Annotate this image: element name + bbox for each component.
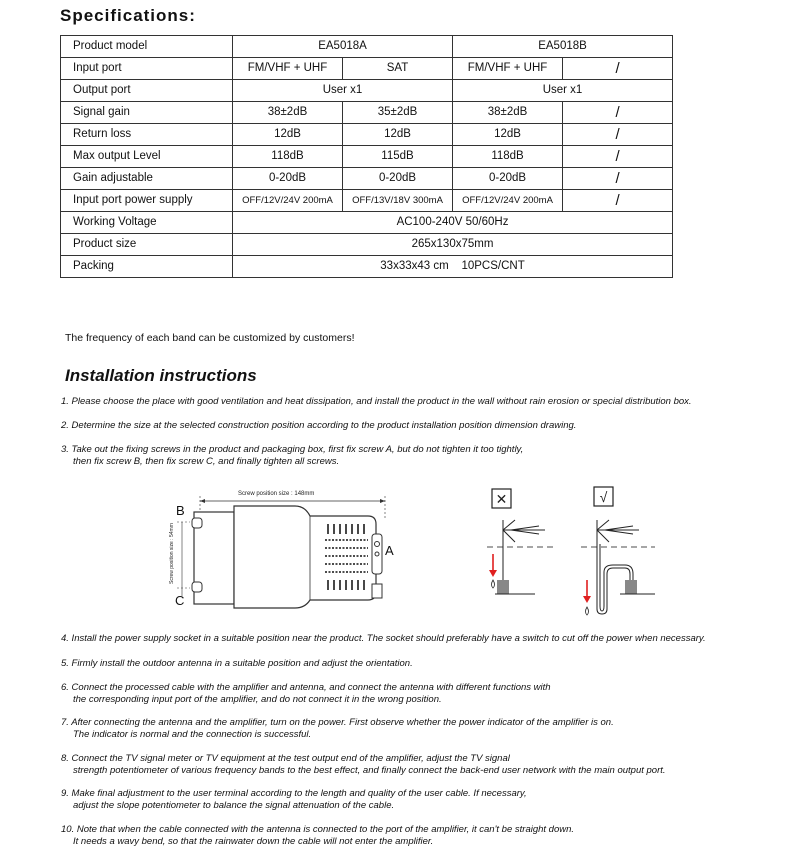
row-label: Product model — [61, 36, 233, 58]
table-row — [61, 234, 673, 256]
step-4: 4. Install the power supply socket in a suitable position near the product. The socket should preferably have a switch to cut off the power when necessary. — [61, 633, 706, 644]
step-3-line-1: 3. Take out the fixing screws in the product and packaging box, first fix screw A, but do not tighten it too tightly, — [61, 444, 524, 455]
row-label: Signal gain — [61, 102, 233, 124]
cell: 115dB — [343, 146, 453, 168]
cell: 38±2dB — [233, 102, 343, 124]
row-label: Input port — [61, 58, 233, 80]
screw-b-label: B — [176, 503, 185, 518]
cell: 33x33x43 cm 10PCS/CNT — [233, 256, 673, 278]
cell: 265x130x75mm — [233, 234, 673, 256]
water-drop-icon — [586, 607, 589, 615]
vertical-dimension-label: Screw position size : 54mm — [169, 523, 175, 584]
cell: / — [563, 168, 673, 190]
connector — [625, 580, 637, 594]
step-10 — [61, 824, 574, 847]
specifications-table — [60, 35, 673, 278]
cell: 118dB — [233, 146, 343, 168]
cell: / — [563, 146, 673, 168]
cell: OFF/12V/24V 200mA — [233, 190, 343, 212]
row-label: Input port power supply — [61, 190, 233, 212]
table-row — [61, 36, 673, 58]
cable-routing-diagram — [475, 484, 665, 619]
table-row — [61, 58, 673, 80]
cell: AC100-240V 50/60Hz — [233, 212, 673, 234]
cell: / — [563, 190, 673, 212]
step-10-line-1: 10. Note that when the cable connected with the antenna is connected to the port of the amplifier, it can't be straight down. — [61, 824, 575, 835]
cell: 12dB — [453, 124, 563, 146]
step-2: 2. Determine the size at the selected construction position according to the product installation position dimension drawing. — [61, 420, 577, 431]
specifications-title: Specifications: — [60, 6, 196, 25]
installation-title: Installation instructions — [65, 366, 257, 385]
cell: FM/VHF + UHF — [453, 58, 563, 80]
cell: FM/VHF + UHF — [233, 58, 343, 80]
row-label: Working Voltage — [61, 212, 233, 234]
cell: 38±2dB — [453, 102, 563, 124]
row-label: Packing — [61, 256, 233, 278]
step-6 — [61, 682, 551, 705]
step-6-line-1: 6. Connect the processed cable with the amplifier and antenna, and connect the antenna with different functions with — [61, 682, 551, 693]
cell: 12dB — [233, 124, 343, 146]
cell: 0-20dB — [343, 168, 453, 190]
cell: 12dB — [343, 124, 453, 146]
step-7 — [61, 717, 614, 740]
table-row — [61, 190, 673, 212]
table-row — [61, 102, 673, 124]
step-3 — [61, 444, 523, 467]
cell: OFF/13V/18V 300mA — [343, 190, 453, 212]
row-label: Max output Level — [61, 146, 233, 168]
table-row — [61, 146, 673, 168]
model-a: EA5018A — [233, 36, 453, 58]
step-7-line-1: 7. After connecting the antenna and the amplifier, turn on the power. First observe whether the power indicator of the amplifier is on. — [61, 717, 614, 728]
cell: User x1 — [233, 80, 453, 102]
table-row — [61, 256, 673, 278]
cell: User x1 — [453, 80, 673, 102]
step-8-line-1: 8. Connect the TV signal meter or TV equipment at the test output end of the amplifier, adjust the TV signal — [61, 753, 510, 764]
screw-c-label: C — [175, 593, 185, 608]
row-label: Output port — [61, 80, 233, 102]
antenna-icon — [503, 520, 545, 544]
step-9 — [61, 788, 527, 811]
antenna-icon — [597, 520, 639, 544]
screw-a-label: A — [385, 543, 394, 558]
row-label: Return loss — [61, 124, 233, 146]
right-mark: √ — [599, 489, 608, 505]
step-9-line-2: adjust the slope potentiometer to balance the signal attenuation of the cable. — [73, 799, 395, 811]
connector — [497, 580, 509, 594]
water-drop-icon — [492, 580, 495, 588]
table-row — [61, 168, 673, 190]
customization-note: The frequency of each band can be customized by customers! — [65, 332, 355, 344]
row-label: Gain adjustable — [61, 168, 233, 190]
step-3-line-2: then fix screw B, then fix screw C, and finally tighten all screws. — [73, 455, 340, 467]
cell: 0-20dB — [453, 168, 563, 190]
cell: 35±2dB — [343, 102, 453, 124]
table-row — [61, 212, 673, 234]
step-6-line-2: the corresponding input port of the amplifier, and do not connect it in the wrong position. — [73, 693, 442, 705]
cell: 118dB — [453, 146, 563, 168]
screw-position-size-label: Screw position size : 148mm — [238, 491, 315, 497]
cell: OFF/12V/24V 200mA — [453, 190, 563, 212]
cable-loop — [597, 544, 630, 614]
cell: / — [563, 58, 673, 80]
step-1: 1. Please choose the place with good ventilation and heat dissipation, and install the product in the wall without rain erosion or special distribution box. — [61, 396, 692, 407]
cell: SAT — [343, 58, 453, 80]
amplifier-body — [234, 506, 376, 608]
step-8 — [61, 753, 666, 776]
cell: 0-20dB — [233, 168, 343, 190]
installation-dimension-drawing — [160, 484, 410, 609]
step-5: 5. Firmly install the outdoor antenna in a suitable position and adjust the orientation. — [61, 658, 413, 669]
cell: / — [563, 102, 673, 124]
wrong-mark: ✕ — [495, 491, 508, 507]
step-9-line-1: 9. Make final adjustment to the user terminal according to the length and quality of the user cable. If necessary, — [61, 788, 527, 799]
step-8-line-2: strength potentiometer of various frequency bands to the best effect, and finally connect the back-end user network with the main output port. — [73, 764, 666, 776]
model-b: EA5018B — [453, 36, 673, 58]
step-7-line-2: The indicator is normal and the connection is successful. — [73, 728, 312, 740]
row-label: Product size — [61, 234, 233, 256]
table-row — [61, 124, 673, 146]
table-row — [61, 80, 673, 102]
step-10-line-2: It needs a wavy bend, so that the rainwater down the cable will not enter the amplifier. — [73, 835, 434, 847]
cell: / — [563, 124, 673, 146]
